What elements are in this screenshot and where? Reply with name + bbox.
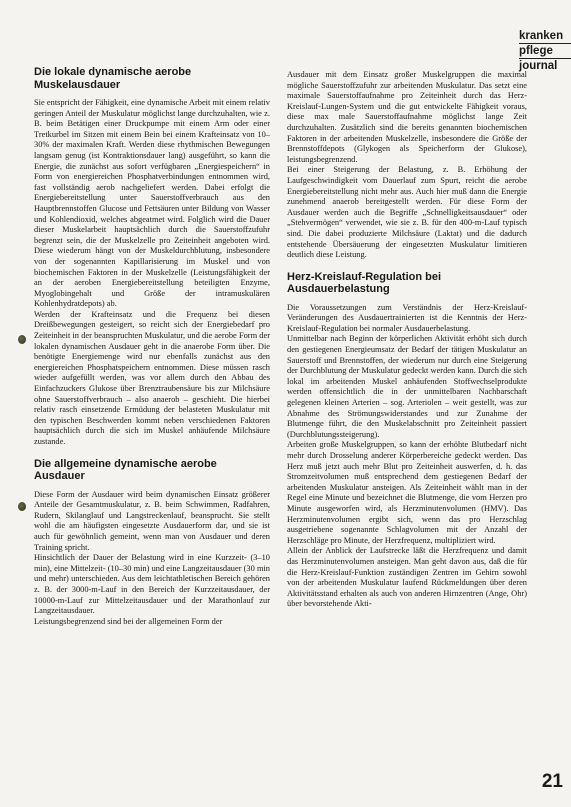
paragraph: Bei einer Steigerung der Belastung, z. B. Erhöhung der Laufgeschwindigkeit vom Dauerlauf zum Spurt, reicht die aerobe Energiebereitstellung nicht mehr aus. Auch hier muß dann die Energie zunehmend anaerob bereitgestellt werden. Für diese Form der Ausdauer werden auch die Begriffe „Schnelligkeitsausdauer“ oder „Stehvermögen“ verwendet, wie sie z. B. für den 400-m-Lauf typisch sind. Die dabei produzierte Milchsäure (Laktat) und die dadurch entstehende Übersäuerung der eingesetzten Muskulatur limitieren deutlich diese Leistung. bbox=[287, 165, 527, 260]
paragraph: Hinsichtlich der Dauer der Belastung wird in eine Kurzzeit- (3–10 min), eine Mittelzeit- (10–30 min) und eine Langzeitausdauer (30 min und mehr) unterschieden. Aus dem leichtathletischen Bereich gehören z. B. der 3000-m-Lauf in den Bereich der Kurzzeitausdauer, der 10000-m-Lauf zur Mittelzeitausdauer und der Marathonlauf zur Langzeitausdauer. bbox=[34, 553, 270, 616]
journal-logo bbox=[519, 30, 571, 72]
paragraph: Allein der Anblick der Laufstrecke läßt die Herzfrequenz und damit das Herzminutenvolumen ansteigen. Man geht davon aus, daß die für die Herz-Kreislauf-Funktion zuständigen Zentren im Gehirn sowohl von der arbeitenden Muskulatur laufend Rückmeldungen über deren Aktivitätsstand erhalten als auch von anderen Hirnzentren (Ange, Ohr) über bevorstehende Akti- bbox=[287, 546, 527, 609]
page-number: 21 bbox=[541, 771, 563, 792]
paragraph: Diese Form der Ausdauer wird beim dynamischen Einsatz größerer Anteile der Gesamtmuskulatur, z. B. beim Schwimmen, Radfahren, Rudern, Skilanglauf und Langstreckenlauf, beansprucht. Sie stellt wohl die am häufigsten eingesetzte Ausdauerform dar, und sie ist auch für gewöhnlich gemeint, wenn man von Ausdauer und deren Training spricht. bbox=[34, 489, 270, 552]
logo-line-journal: journal bbox=[519, 60, 558, 72]
heading-allgemeine-ausdauer: Die allgemeine dynamische aerobe Ausdauer bbox=[34, 457, 217, 483]
paragraph: Leistungsbegrenzend sind bei der allgemeinen Form der bbox=[34, 616, 223, 626]
heading-herz-kreislauf: Herz-Kreislauf-Regulation bei Ausdauerbelastung bbox=[287, 270, 442, 296]
paragraph: Werden der Krafteinsatz und die Frequenz bei diesen Dreißbewegungen gesteigert, so reicht sich der Energiebedarf pro Zeiteinheit in der beanspruchten Muskulatur, und die aerobe Form der lokalen dynamischen Ausdauer geht in die anaerobe Form über. Die benötigte Energiemenge wird nur ebenfalls zunächst aus den energiereichen Phosphatspeichern entnommen. Diese müssen rasch wieder aufgefüllt werden, was vor allem durch den Abbau des Einfachzuckers Glukose über Brenztraubensäure bis zur Milchsäure ohne Sauerstoffverbrauch – also anaerob – geschieht. Die hierbei relativ rasch einsetzende Ermüdung der belasteten Muskulatur mit den typischen Beschwerden kommt neben verschiedenen Faktoren hauptsächlich durch die sich im Muskel anhäufende Milchsäure zustande. bbox=[34, 309, 270, 446]
paragraph: Ausdauer mit dem Einsatz großer Muskelgruppen die maximal mögliche Sauerstoffzufuhr zur arbeitenden Muskulatur. Das setzt eine maximale Sauerstoffaufnahme pro Zeiteinheit durch das Herz-Kreislauf-Lungen-System und die gut entwickelte Fähigkeit voraus, diese max male Sauerstoffaufnahme möglichst lange Zeit durchzuhalten. Zusätzlich sind die bereits genannten biochemischen Faktoren in der arbeitenden Muskelzelle, insbesondere die Größe der Brennstoffdepots (Glykogen als Speicherform der Glukose), leistungsbegrenzend. bbox=[287, 70, 527, 164]
paragraph: Die Voraussetzungen zum Verständnis der Herz-Kreislauf-Veränderungen des Ausdauertrainierten ist die Kenntnis der Herz-Kreislauf-Regulation bei normaler Ausdauerbelastung. bbox=[287, 302, 527, 333]
logo-line-kranken: kranken bbox=[519, 30, 564, 42]
logo-rule bbox=[519, 43, 571, 44]
punch-hole-mark bbox=[18, 335, 26, 344]
logo-rule bbox=[519, 58, 571, 59]
paragraph: Unmittelbar nach Beginn der körperlichen Aktivität erhöht sich durch den gestiegenen Energieumsatz der Bedarf der tätigen Muskulatur an Sauerstoff und Brennstoffen, der wiederum nur durch eine Steigerung der Durchblutung der Muskulatur gedeckt werden kann. Durch die sich lokal im arbeitenden Muskel anhäufenden Stoffwechselprodukte werden offensichtlich die in der unmittelbaren Nachbarschaft gelegenen kleinen Arterien – sog. Arteriolen – weit gestellt, was zur Abnahme des Strömungswiderstandes und zur Zunahme der Blutmenge führt, die den Muskelabschnitt pro Zeiteinheit passiert (Durchblutungssteigerung). bbox=[287, 334, 527, 439]
left-column bbox=[34, 66, 270, 627]
paragraph: Arbeiten große Muskelgruppen, so kann der erhöhte Blutbedarf nicht mehr durch Drosselung anderer Körperbereiche gedeckt werden. Das Herz muß jetzt auch mehr Blut pro Zeiteinheit auswerfen, d. h. das Stromzeitvolumen muß entsprechend dem gestiegenen Bedarf der arbeitenden Muskulatur ansteigen. Als Zeiteinheit wählt man in der Regel eine Minute und bezeichnet die Blutmenge, die vom Herzen pro Minute ausgeworfen wird, als Herzminutenvolumen (HMV). Das Herzminutenvolumen ergibt sich, wenn das pro Herzschlag ausgetriebene sogenannte Schlagvolumen mit der Anzahl der Herzschläge pro Minute, der Herzfrequenz, multipliziert wird. bbox=[287, 440, 527, 545]
right-column bbox=[287, 70, 527, 610]
punch-hole-mark bbox=[18, 502, 26, 511]
heading-lokale-ausdauer: Die lokale dynamische aerobe Muskelausdauer bbox=[34, 66, 192, 91]
logo-line-pflege: pflege bbox=[519, 45, 553, 57]
paragraph: Sie entspricht der Fähigkeit, eine dynamische Arbeit mit einem relativ geringen Anteil der Muskulatur möglichst lange durchzuhalten, wie z. B. beim Betätigen einer Druckpumpe mit einem Arm oder einer Tretkurbel im Sitzen mit einem Bein bei einem Krafteinsatz von 10–30% der maximalen Kraft. Werden diese rhythmischen Bewegungen langsam genug (ist Kontraktionsdauer lang) ausgeführt, so kann die Energie, die zunächst aus sofort verfügbaren „Energiespeichern“ in Form von energiereichen Phosphatverbindungen entnommen wird, fast vollständig aerob nachgeliefert werden. Dabei erfolgt die Energiebereitstellung unter Sauerstoffverbrauch aus den Hauptbrennstoffen Glucose und Fettsäuren unter Bildung von Wasser und Kohlendioxid, welches abgeatmet wird. Folglich wird die Dauer dieser Muskelarbeit hauptsächlich durch die Sauerstoffzufuhr begrenzt sein, die der Muskelzelle pro Zeiteinheit angeboten wird. Diese wiederum hängt von der Muskeldurchblutung, insbesondere von der sogenannten Kapillarisierung im Muskel und von biochemischen Faktoren in der Muskelzelle (Leistungsfähigkeit der an der aeroben Energiebereitstellung beteiligten Enzyme, Myoglobingehalt und Größe der intramuskulären Kohlenhydratdepots) ab. bbox=[34, 98, 270, 309]
